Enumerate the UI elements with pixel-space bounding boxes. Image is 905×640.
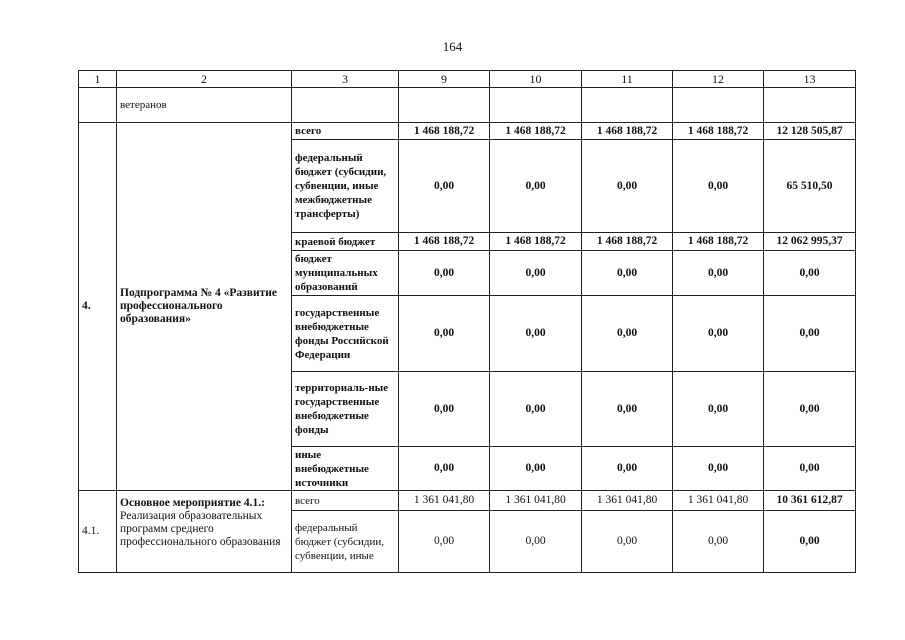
value-cell: 1 468 188,72	[399, 123, 490, 140]
main-activity-name	[117, 491, 292, 573]
value-cell: 0,00	[673, 296, 764, 372]
value-cell: 0,00	[490, 251, 582, 296]
value-cell: 1 468 188,72	[582, 233, 673, 251]
value-cell: 0,00	[399, 372, 490, 447]
value-cell: 0,00	[673, 372, 764, 447]
value-cell: 65 510,50	[764, 140, 856, 233]
value-cell: 1 361 041,80	[490, 491, 582, 511]
funding-source: иные внебюджетные источники	[292, 447, 399, 491]
value-cell: 1 468 188,72	[673, 233, 764, 251]
funding-source: территориаль-ные государственные внебюджетные фонды	[292, 372, 399, 447]
value-cell: 0,00	[490, 140, 582, 233]
value-cell: 1 468 188,72	[673, 123, 764, 140]
main-activity-title: Основное мероприятие 4.1.:	[120, 497, 265, 509]
column-header: 2	[117, 71, 292, 88]
value-cell: 0,00	[582, 372, 673, 447]
value-cell	[673, 88, 764, 123]
value-cell: 0,00	[582, 140, 673, 233]
subprogram-name: Подпрограмма № 4 «Развитие профессионального образования»	[117, 123, 292, 491]
section-index: 4.1.	[79, 491, 117, 573]
funding-source: бюджет муниципальных образований	[292, 251, 399, 296]
value-cell: 1 468 188,72	[582, 123, 673, 140]
funding-source: всего	[292, 491, 399, 511]
value-cell	[490, 88, 582, 123]
main-activity-description: Реализация образовательных программ среднего профессионального образования	[120, 510, 281, 548]
value-cell: 0,00	[490, 511, 582, 573]
value-cell: 0,00	[764, 511, 856, 573]
value-cell	[399, 88, 490, 123]
budget-table	[78, 70, 856, 573]
value-cell: 1 361 041,80	[673, 491, 764, 511]
source-cell	[292, 88, 399, 123]
value-cell: 0,00	[764, 372, 856, 447]
value-cell: 0,00	[673, 447, 764, 491]
column-header: 13	[764, 71, 856, 88]
section-index: 4.	[79, 123, 117, 491]
funding-source: всего	[292, 123, 399, 140]
value-cell: 0,00	[399, 511, 490, 573]
funding-source: краевой бюджет	[292, 233, 399, 251]
table-row	[79, 88, 856, 123]
value-cell: 0,00	[764, 251, 856, 296]
column-header: 12	[673, 71, 764, 88]
value-cell: 0,00	[764, 447, 856, 491]
column-header: 11	[582, 71, 673, 88]
value-cell: 0,00	[582, 296, 673, 372]
column-header: 10	[490, 71, 582, 88]
value-cell: 0,00	[764, 296, 856, 372]
value-cell: 0,00	[582, 511, 673, 573]
value-cell: 1 468 188,72	[399, 233, 490, 251]
value-cell: 12 062 995,37	[764, 233, 856, 251]
funding-source: государственные внебюджетные фонды Российской Федерации	[292, 296, 399, 372]
value-cell: 0,00	[490, 296, 582, 372]
value-cell: 0,00	[673, 251, 764, 296]
value-cell: 0,00	[490, 447, 582, 491]
funding-source: федеральный бюджет (субсидии, субвенции, иные межбюджетные трансферты)	[292, 140, 399, 233]
funding-source: федеральный бюджет (субсидии, субвенции, иные	[292, 511, 399, 573]
value-cell: 0,00	[490, 372, 582, 447]
value-cell: 0,00	[399, 251, 490, 296]
index-cell	[79, 88, 117, 123]
value-cell: 0,00	[399, 296, 490, 372]
column-header: 9	[399, 71, 490, 88]
value-cell	[582, 88, 673, 123]
continuation-text: ветеранов	[117, 88, 292, 123]
header-row	[79, 71, 856, 88]
value-cell: 12 128 505,87	[764, 123, 856, 140]
value-cell: 0,00	[399, 140, 490, 233]
value-cell: 0,00	[673, 140, 764, 233]
value-cell: 1 468 188,72	[490, 233, 582, 251]
value-cell: 1 468 188,72	[490, 123, 582, 140]
value-cell: 1 361 041,80	[399, 491, 490, 511]
value-cell: 0,00	[582, 447, 673, 491]
value-cell: 0,00	[399, 447, 490, 491]
table-row	[79, 123, 856, 140]
value-cell: 0,00	[673, 511, 764, 573]
value-cell: 10 361 612,87	[764, 491, 856, 511]
value-cell: 0,00	[582, 251, 673, 296]
value-cell	[764, 88, 856, 123]
column-header: 3	[292, 71, 399, 88]
table-row	[79, 491, 856, 511]
column-header: 1	[79, 71, 117, 88]
page-number: 164	[442, 39, 463, 54]
value-cell: 1 361 041,80	[582, 491, 673, 511]
